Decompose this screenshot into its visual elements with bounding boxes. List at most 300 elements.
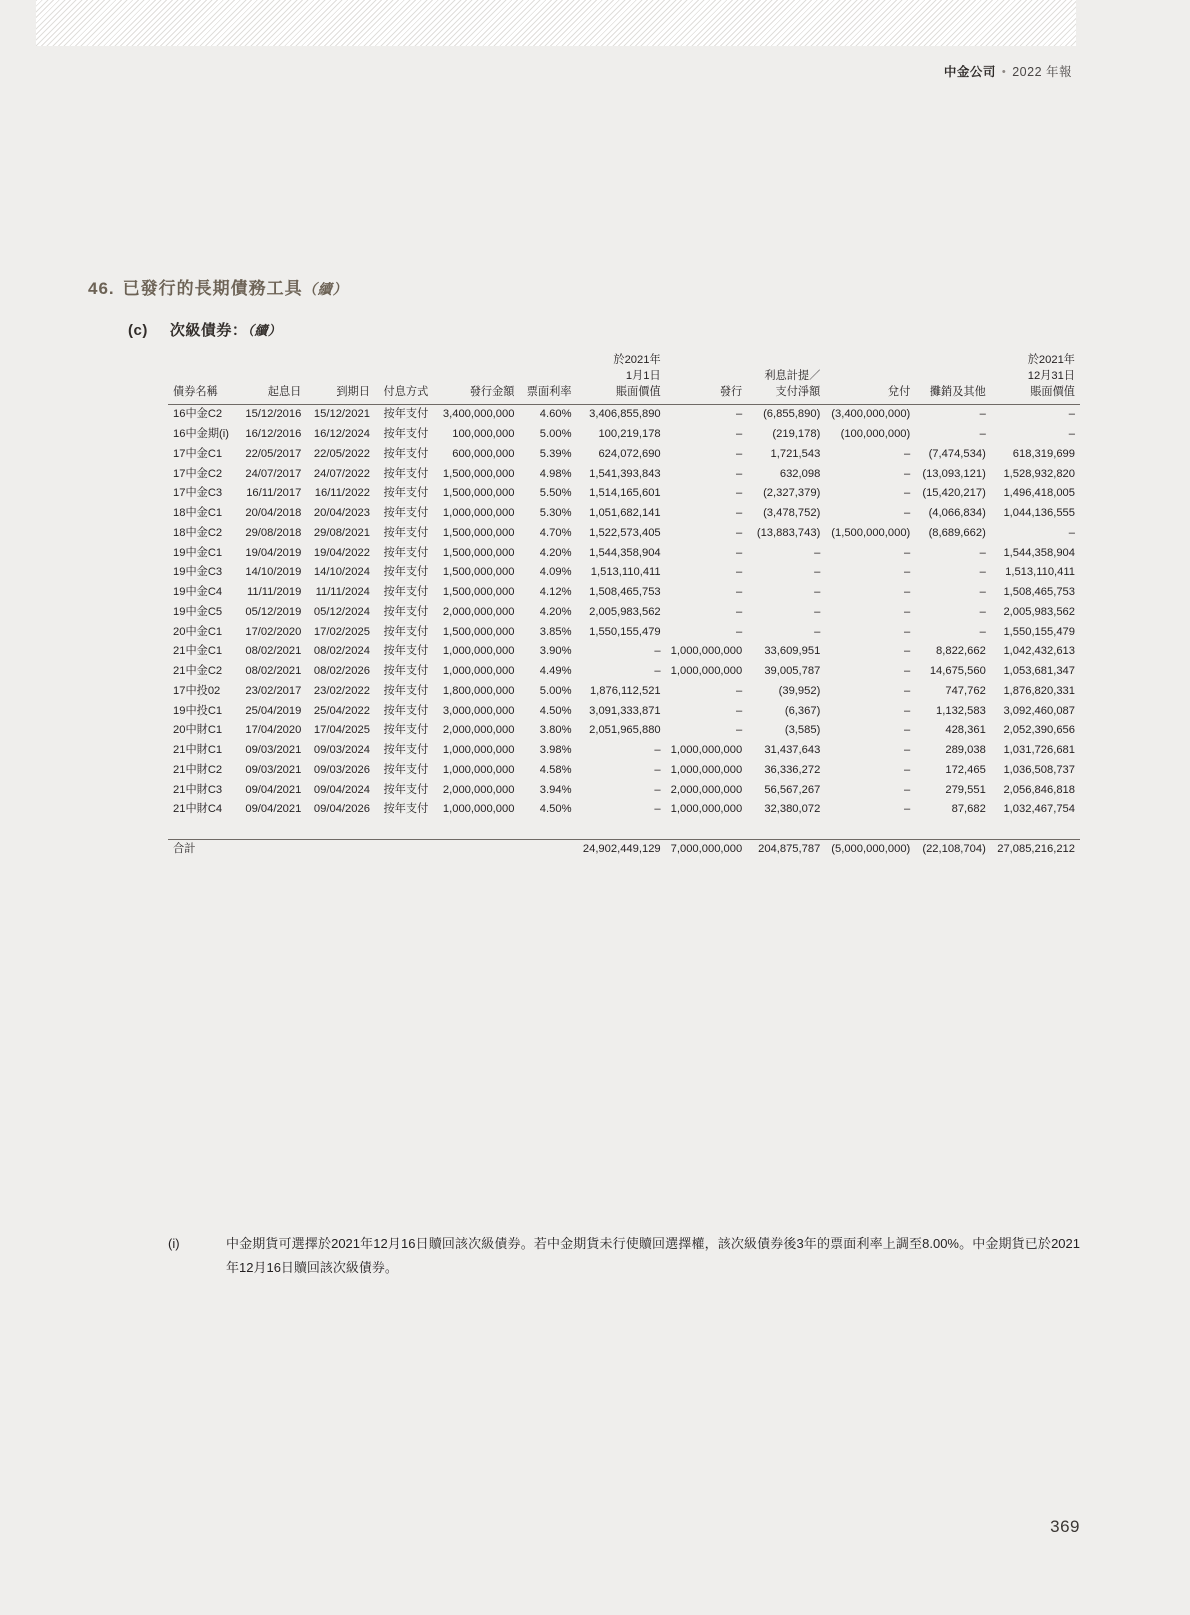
cell-interest-net: –: [814, 566, 821, 579]
th-closing-line3: 賬面價值: [1030, 386, 1075, 399]
cell-maturity-date: 22/05/2022: [313, 447, 370, 460]
cell-opening-book-value: 1,514,165,601: [589, 487, 661, 500]
cell-issue-amount: 1,500,000,000: [442, 487, 515, 500]
cell-redeemed: –: [904, 586, 911, 599]
cell-maturity-date: 05/12/2024: [313, 605, 370, 618]
cell-opening-book-value: –: [654, 744, 661, 757]
cell-issued: 1,000,000,000: [670, 665, 743, 678]
cell-amortization: 8,822,662: [936, 645, 986, 658]
cell-issued: –: [735, 586, 743, 599]
cell-opening-book-value: 3,406,855,890: [589, 408, 661, 421]
cell-coupon-rate: 4.50%: [539, 803, 572, 816]
cell-redeemed: (1,500,000,000): [831, 526, 911, 539]
running-header: [944, 62, 1072, 80]
cell-closing-book-value: –: [1068, 526, 1075, 539]
cell-maturity-date: 16/12/2024: [313, 428, 370, 441]
cell-total-blank-2: [306, 839, 375, 859]
th-issue-amount: 發行金額: [433, 352, 519, 404]
cell-issued: –: [735, 428, 743, 441]
cell-redeemed: (3,400,000,000): [831, 408, 911, 421]
cell-redeemed: –: [904, 704, 911, 717]
cell-coupon-rate: 3.98%: [539, 744, 572, 757]
cell-bond-name: 21中金C1: [173, 645, 223, 658]
table-row: [168, 740, 1080, 760]
cell-amortization: (15,420,217): [922, 487, 986, 500]
cell-amortization: 747,762: [945, 684, 986, 697]
subsection-letter: (c): [128, 322, 148, 339]
cell-maturity-date: 09/04/2024: [313, 783, 370, 796]
cell-payment-method: 按年支付: [383, 645, 429, 658]
table-row: [168, 582, 1080, 602]
cell-start-date: 29/08/2018: [245, 526, 302, 539]
cell-opening-book-value: –: [654, 665, 661, 678]
cell-start-date: 11/11/2019: [247, 586, 302, 599]
cell-start-date: 09/04/2021: [245, 783, 302, 796]
cell-closing-book-value: 1,044,136,555: [1003, 507, 1075, 520]
cell-amortization: (4,066,834): [928, 507, 986, 520]
header-company-name: 中金公司: [943, 65, 996, 79]
cell-interest-net: –: [814, 625, 821, 638]
cell-coupon-rate: 4.09%: [539, 566, 572, 579]
cell-coupon-rate: 4.20%: [539, 546, 572, 559]
cell-closing-book-value: 1,544,358,904: [1003, 546, 1075, 559]
th-coupon-rate: 票面利率: [519, 352, 576, 404]
cell-amortization: –: [979, 408, 986, 421]
cell-coupon-rate: 4.58%: [539, 763, 572, 776]
cell-start-date: 09/03/2021: [245, 744, 302, 757]
cell-coupon-rate: 3.94%: [539, 783, 572, 796]
cell-closing-book-value: 1,513,110,411: [1005, 566, 1075, 579]
cell-amortization: (13,093,121): [922, 467, 986, 480]
cell-maturity-date: 16/11/2022: [314, 487, 370, 500]
footnote-block: [168, 1232, 1080, 1280]
cell-maturity-date: 24/07/2022: [313, 467, 370, 480]
cell-amortization: 279,551: [945, 783, 986, 796]
cell-start-date: 24/07/2017: [245, 467, 302, 480]
cell-start-date: 05/12/2019: [245, 605, 302, 618]
cell-bond-name: 18中金C2: [173, 526, 223, 539]
cell-opening-book-value: –: [654, 763, 661, 776]
cell-payment-method: 按年支付: [383, 586, 429, 599]
cell-start-date: 08/02/2021: [245, 665, 302, 678]
table-row: [168, 543, 1080, 563]
cell-payment-method: 按年支付: [383, 566, 429, 579]
cell-issued: –: [735, 487, 743, 500]
cell-start-date: 16/11/2017: [246, 487, 302, 500]
cell-payment-method: 按年支付: [383, 487, 429, 500]
cell-interest-net: 632,098: [779, 467, 821, 480]
cell-payment-method: 按年支付: [383, 408, 429, 421]
cell-maturity-date: 14/10/2024: [313, 566, 370, 579]
cell-bond-name: 17中金C1: [173, 447, 223, 460]
cell-opening-book-value: 1,544,358,904: [589, 546, 661, 559]
cell-issue-amount: 1,800,000,000: [442, 684, 515, 697]
cell-amortization: 172,465: [945, 763, 986, 776]
cell-closing-book-value: 1,036,508,737: [1003, 763, 1075, 776]
cell-maturity-date: 08/02/2026: [313, 665, 370, 678]
cell-opening-book-value: 1,541,393,843: [589, 467, 661, 480]
cell-payment-method: 按年支付: [383, 428, 429, 441]
cell-start-date: 16/12/2016: [245, 428, 302, 441]
th-interest-line2: 支付淨額: [775, 386, 821, 399]
th-issued: 發行: [666, 352, 748, 404]
cell-issue-amount: 1,000,000,000: [442, 507, 515, 520]
cell-issued: –: [735, 447, 743, 460]
cell-total-interest-net: 204,875,787: [747, 839, 825, 859]
cell-bond-name: 21中財C1: [173, 744, 223, 757]
cell-coupon-rate: 5.39%: [539, 447, 572, 460]
cell-redeemed: –: [904, 487, 911, 500]
th-bond-name: 債券名稱: [168, 352, 238, 404]
th-interest-line1: 利息計提／: [764, 370, 821, 383]
cell-interest-net: –: [814, 586, 821, 599]
cell-start-date: 17/04/2020: [245, 724, 302, 737]
cell-payment-method: 按年支付: [383, 803, 429, 816]
cell-opening-book-value: 3,091,333,871: [589, 704, 661, 717]
cell-issued: 2,000,000,000: [670, 783, 743, 796]
cell-issued: –: [735, 566, 743, 579]
cell-bond-name: 20中財C1: [173, 724, 223, 737]
th-amortization-other: 攤銷及其他: [915, 352, 991, 404]
cell-amortization: (8,689,662): [928, 526, 986, 539]
table-total-row: [168, 839, 1080, 859]
cell-issue-amount: 2,000,000,000: [442, 605, 515, 618]
cell-bond-name: 20中金C1: [173, 625, 223, 638]
cell-closing-book-value: 1,031,726,681: [1003, 744, 1075, 757]
cell-maturity-date: 15/12/2021: [313, 408, 370, 421]
cell-closing-book-value: 1,053,681,347: [1003, 665, 1075, 678]
cell-interest-net: 1,721,543: [770, 447, 821, 460]
cell-issued: –: [735, 684, 743, 697]
cell-redeemed: –: [904, 447, 911, 460]
cell-coupon-rate: 3.80%: [539, 724, 572, 737]
cell-payment-method: 按年支付: [383, 605, 429, 618]
cell-opening-book-value: –: [654, 783, 661, 796]
table-row: [168, 503, 1080, 523]
cell-redeemed: –: [904, 467, 911, 480]
th-closing-line2: 12月31日: [1027, 370, 1075, 383]
cell-issued: –: [735, 625, 743, 638]
cell-maturity-date: 09/03/2026: [313, 763, 370, 776]
cell-closing-book-value: 2,056,846,818: [1003, 783, 1075, 796]
cell-issue-amount: 1,500,000,000: [442, 526, 515, 539]
subordinated-bonds-table-wrapper: [168, 352, 1080, 859]
cell-bond-name: 17中金C2: [173, 467, 223, 480]
cell-coupon-rate: 3.90%: [539, 645, 572, 658]
section-title-text: 已發行的長期債務工具: [122, 279, 303, 298]
cell-closing-book-value: 2,052,390,656: [1003, 724, 1075, 737]
cell-start-date: 20/04/2018: [245, 507, 302, 520]
decorative-hatch-band: [36, 0, 1076, 46]
th-closing-book-value: [991, 352, 1080, 404]
cell-redeemed: –: [904, 724, 911, 737]
cell-bond-name: 17中金C3: [173, 487, 223, 500]
cell-start-date: 25/04/2019: [245, 704, 302, 717]
table-spacer-row: [168, 819, 1080, 839]
cell-closing-book-value: –: [1068, 428, 1075, 441]
table-row: [168, 404, 1080, 424]
th-closing-line1: 於2021年: [1027, 354, 1075, 366]
cell-bond-name: 19中金C4: [173, 586, 223, 599]
cell-coupon-rate: 4.50%: [539, 704, 572, 717]
cell-maturity-date: 23/02/2022: [313, 684, 370, 697]
cell-payment-method: 按年支付: [383, 684, 429, 697]
table-row: [168, 444, 1080, 464]
cell-maturity-date: 17/04/2025: [313, 724, 370, 737]
cell-amortization: –: [979, 625, 986, 638]
cell-maturity-date: 17/02/2025: [313, 625, 370, 638]
cell-opening-book-value: –: [654, 645, 661, 658]
table-row: [168, 622, 1080, 642]
cell-start-date: 23/02/2017: [245, 684, 302, 697]
cell-amortization: 87,682: [951, 803, 986, 816]
cell-payment-method: 按年支付: [383, 507, 429, 520]
cell-redeemed: –: [904, 684, 911, 697]
cell-issue-amount: 100,000,000: [452, 428, 515, 441]
cell-start-date: 14/10/2019: [245, 566, 302, 579]
cell-bond-name: 19中投C1: [173, 704, 223, 717]
cell-issued: –: [735, 507, 743, 520]
hatch-right-margin: [1076, 0, 1190, 46]
cell-interest-net: (13,883,743): [756, 526, 821, 539]
cell-closing-book-value: 1,508,465,753: [1003, 586, 1075, 599]
cell-maturity-date: 09/04/2026: [313, 803, 370, 816]
cell-issue-amount: 1,000,000,000: [442, 803, 515, 816]
section-number: 46.: [88, 279, 115, 298]
cell-issued: –: [735, 526, 743, 539]
cell-interest-net: (6,367): [784, 704, 821, 717]
table-head: [168, 352, 1080, 404]
subsection-heading: [128, 319, 281, 340]
cell-bond-name: 21中財C2: [173, 763, 223, 776]
cell-coupon-rate: 4.12%: [539, 586, 572, 599]
table-row: [168, 642, 1080, 662]
cell-amortization: –: [979, 566, 986, 579]
cell-amortization: 289,038: [945, 744, 986, 757]
subsection-title-text: 次級債券：: [169, 322, 248, 339]
cell-issued: 1,000,000,000: [670, 763, 743, 776]
cell-payment-method: 按年支付: [383, 783, 429, 796]
table-row: [168, 484, 1080, 504]
cell-payment-method: 按年支付: [383, 724, 429, 737]
cell-redeemed: (100,000,000): [840, 428, 911, 441]
cell-issue-amount: 1,500,000,000: [442, 566, 515, 579]
table-body: [168, 404, 1080, 859]
cell-issue-amount: 3,000,000,000: [442, 704, 515, 717]
cell-bond-name: 21中財C3: [173, 783, 223, 796]
cell-opening-book-value: 2,051,965,880: [589, 724, 661, 737]
cell-payment-method: 按年支付: [383, 546, 429, 559]
table-row: [168, 424, 1080, 444]
cell-payment-method: 按年支付: [383, 467, 429, 480]
table-row: [168, 661, 1080, 681]
cell-issue-amount: 600,000,000: [452, 447, 515, 460]
cell-maturity-date: 11/11/2024: [315, 586, 370, 599]
cell-total-issued: 7,000,000,000: [666, 839, 748, 859]
th-opening-line3: 賬面價值: [615, 386, 661, 399]
cell-issued: –: [735, 605, 743, 618]
cell-payment-method: 按年支付: [383, 704, 429, 717]
th-opening-line1: 於2021年: [613, 354, 661, 366]
cell-coupon-rate: 4.60%: [539, 408, 572, 421]
table-row: [168, 721, 1080, 741]
cell-maturity-date: 19/04/2022: [313, 546, 370, 559]
header-report-year: 2022 年報: [1012, 65, 1072, 79]
th-payment-method: 付息方式: [375, 352, 433, 404]
th-opening-book-value: [577, 352, 666, 404]
cell-issue-amount: 1,000,000,000: [442, 665, 515, 678]
cell-redeemed: –: [904, 546, 911, 559]
table-row: [168, 523, 1080, 543]
cell-amortization: –: [979, 605, 986, 618]
cell-opening-book-value: 1,522,573,405: [589, 526, 661, 539]
cell-redeemed: –: [904, 763, 911, 776]
table-row: [168, 602, 1080, 622]
cell-issue-amount: 1,000,000,000: [442, 744, 515, 757]
cell-amortization: 14,675,560: [929, 665, 986, 678]
page-number: 369: [1050, 1517, 1080, 1536]
cell-bond-name: 18中金C1: [173, 507, 223, 520]
cell-bond-name: 17中投02: [173, 684, 221, 697]
cell-coupon-rate: 5.50%: [539, 487, 572, 500]
cell-interest-net: (3,585): [784, 724, 821, 737]
cell-start-date: 22/05/2017: [245, 447, 302, 460]
cell-amortization: –: [979, 546, 986, 559]
cell-closing-book-value: 618,319,699: [1012, 447, 1075, 460]
cell-payment-method: 按年支付: [383, 447, 429, 460]
cell-redeemed: –: [904, 645, 911, 658]
table-row: [168, 464, 1080, 484]
cell-opening-book-value: 1,051,682,141: [589, 507, 661, 520]
cell-interest-net: 56,567,267: [764, 783, 821, 796]
footnote-marker: (i): [168, 1236, 180, 1251]
th-maturity-date: 到期日: [306, 352, 375, 404]
cell-payment-method: 按年支付: [383, 744, 429, 757]
cell-closing-book-value: 1,032,467,754: [1003, 803, 1075, 816]
table-row: [168, 681, 1080, 701]
cell-bond-name: 21中金C2: [173, 665, 223, 678]
table-row: [168, 800, 1080, 820]
cell-coupon-rate: 5.00%: [539, 684, 572, 697]
cell-amortization: –: [979, 428, 986, 441]
cell-total-blank-3: [375, 839, 433, 859]
cell-interest-net: (39,952): [778, 684, 821, 697]
cell-issued: –: [735, 704, 743, 717]
cell-issue-amount: 1,500,000,000: [442, 625, 515, 638]
cell-interest-net: (219,178): [772, 428, 821, 441]
cell-redeemed: –: [904, 507, 911, 520]
cell-total-label: 合計: [168, 839, 238, 859]
cell-issued: 1,000,000,000: [670, 803, 743, 816]
hatch-left-margin: [0, 0, 36, 46]
cell-issued: –: [735, 467, 743, 480]
cell-closing-book-value: 1,876,820,331: [1003, 684, 1075, 697]
table-row: [168, 701, 1080, 721]
cell-closing-book-value: –: [1068, 408, 1075, 421]
section-heading: [88, 274, 348, 299]
section-continued-marker: （續）: [302, 281, 348, 297]
cell-bond-name: 19中金C1: [173, 546, 223, 559]
cell-start-date: 09/03/2021: [245, 763, 302, 776]
cell-redeemed: –: [904, 665, 911, 678]
cell-amortization: (7,474,534): [928, 447, 986, 460]
cell-payment-method: 按年支付: [383, 665, 429, 678]
cell-start-date: 19/04/2019: [245, 546, 302, 559]
cell-coupon-rate: 4.70%: [539, 526, 572, 539]
cell-opening-book-value: 624,072,690: [598, 447, 661, 460]
cell-coupon-rate: 4.49%: [539, 665, 572, 678]
cell-closing-book-value: 2,005,983,562: [1003, 605, 1075, 618]
cell-interest-net: 36,336,272: [764, 763, 821, 776]
cell-amortization: –: [979, 586, 986, 599]
table-spacer-cell: [168, 819, 1080, 839]
cell-redeemed: –: [904, 803, 911, 816]
cell-closing-book-value: 1,042,432,613: [1003, 645, 1075, 658]
cell-redeemed: –: [904, 566, 911, 579]
footnote-text: 中金期貨可選擇於2021年12月16日贖回該次級債券。若中金期貨未行使贖回選擇權，該次級債券後3年的票面利率上調至8.00%。中金期貨已於2021年12月16日贖回該次級債券。: [226, 1236, 1080, 1276]
cell-payment-method: 按年支付: [383, 526, 429, 539]
th-redeemed: 兌付: [825, 352, 915, 404]
subsection-continued-marker: （續）: [247, 323, 282, 338]
cell-issue-amount: 3,400,000,000: [442, 408, 515, 421]
cell-total-opening-book-value: 24,902,449,129: [577, 839, 666, 859]
cell-issue-amount: 1,500,000,000: [442, 546, 515, 559]
cell-start-date: 09/04/2021: [245, 803, 302, 816]
cell-issue-amount: 1,000,000,000: [442, 763, 515, 776]
cell-opening-book-value: 1,508,465,753: [589, 586, 661, 599]
cell-start-date: 15/12/2016: [245, 408, 302, 421]
table-row: [168, 780, 1080, 800]
cell-closing-book-value: 3,092,460,087: [1003, 704, 1075, 717]
cell-total-amortization: (22,108,704): [915, 839, 991, 859]
cell-interest-net: –: [814, 605, 821, 618]
cell-total-blank-4: [433, 839, 519, 859]
cell-issue-amount: 1,500,000,000: [442, 467, 515, 480]
cell-total-blank-5: [519, 839, 576, 859]
cell-issue-amount: 1,500,000,000: [442, 586, 515, 599]
cell-interest-net: (2,327,379): [763, 487, 821, 500]
cell-closing-book-value: 1,496,418,005: [1003, 487, 1075, 500]
table-row: [168, 563, 1080, 583]
header-bullet-separator: •: [1001, 66, 1007, 78]
cell-redeemed: –: [904, 783, 911, 796]
th-start-date: 起息日: [238, 352, 307, 404]
cell-total-closing-book-value: 27,085,216,212: [991, 839, 1080, 859]
cell-issued: –: [735, 408, 743, 421]
cell-interest-net: 39,005,787: [764, 665, 821, 678]
cell-redeemed: –: [904, 625, 911, 638]
cell-issue-amount: 1,000,000,000: [442, 645, 515, 658]
cell-issued: –: [735, 724, 743, 737]
cell-interest-net: (3,478,752): [763, 507, 821, 520]
cell-interest-net: 31,437,643: [764, 744, 821, 757]
th-interest-net: [747, 352, 825, 404]
cell-coupon-rate: 5.00%: [539, 428, 572, 441]
cell-start-date: 17/02/2020: [245, 625, 302, 638]
cell-redeemed: –: [904, 605, 911, 618]
cell-payment-method: 按年支付: [383, 625, 429, 638]
cell-maturity-date: 09/03/2024: [313, 744, 370, 757]
cell-issued: 1,000,000,000: [670, 645, 743, 658]
cell-redeemed: –: [904, 744, 911, 757]
cell-opening-book-value: –: [654, 803, 661, 816]
cell-opening-book-value: 100,219,178: [598, 428, 661, 441]
cell-closing-book-value: 1,550,155,479: [1003, 625, 1075, 638]
cell-bond-name: 19中金C3: [173, 566, 223, 579]
cell-interest-net: 33,609,951: [764, 645, 821, 658]
cell-opening-book-value: 2,005,983,562: [589, 605, 661, 618]
subordinated-bonds-table: [168, 352, 1080, 859]
